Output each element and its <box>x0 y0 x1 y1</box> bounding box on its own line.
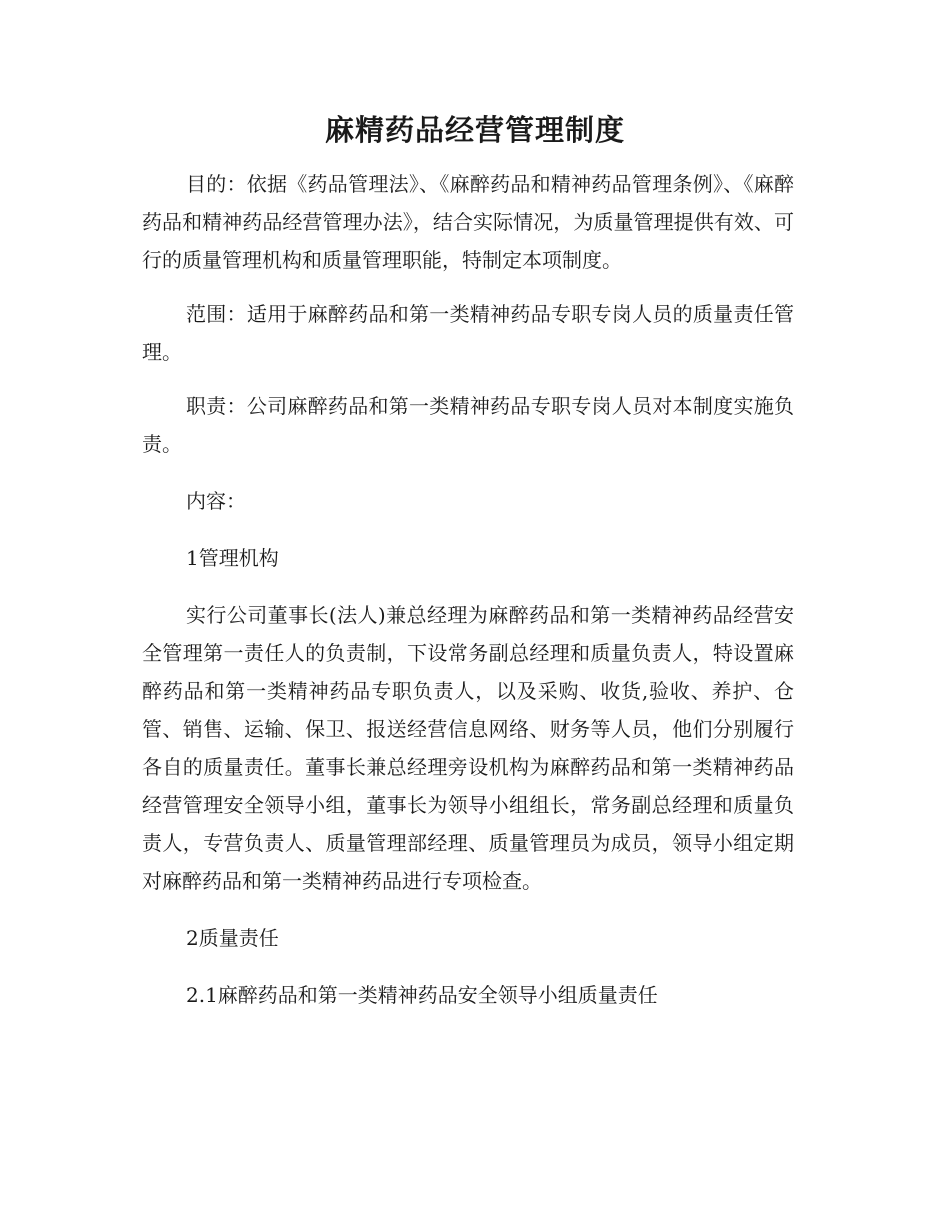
section-2-heading: 2质量责任 <box>186 926 279 950</box>
management-structure-paragraph: 实行公司董事长(法人)兼总经理为麻醉药品和第一类精神药品经营安全管理第一责任人的负责制，下设常务副总经理和质量负责人，特设置麻醉药品和第一类精神药品专职负责人，以及采购、收货,验收、养护、仓管、销售、运输、保卫、报送经营信息网络、财务等人员，他们分别履行各自的质量责任。董事长兼总经理旁设机构为麻醉药品和第一类精神药品经营管理安全领导小组，董事长为领导小组组长，常务副总经理和质量负责人，专营负责人、质量管理部经理、质量管理员为成员，领导小组定期对麻醉药品和第一类精神药品进行专项检查。 <box>142 603 794 893</box>
scope-paragraph: 范围：适用于麻醉药品和第一类精神药品专职专岗人员的质量责任管理。 <box>142 302 794 364</box>
purpose-paragraph: 目的：依据《药品管理法》、《麻醉药品和精神药品管理条例》、《麻醉药品和精神药品经营管理办法》，结合实际情况，为质量管理提供有效、可行的质量管理机构和质量管理职能，特制定本项制度。 <box>142 172 794 272</box>
document-body <box>142 165 794 1014</box>
section-1-heading: 1管理机构 <box>186 546 279 570</box>
content-heading: 内容： <box>186 489 246 513</box>
section-2-1-heading: 2.1麻醉药品和第一类精神药品安全领导小组质量责任 <box>186 983 658 1007</box>
document-title: 麻精药品经营管理制度 <box>324 113 625 147</box>
responsibility-paragraph: 职责：公司麻醉药品和第一类精神药品专职专岗人员对本制度实施负责。 <box>142 394 794 456</box>
